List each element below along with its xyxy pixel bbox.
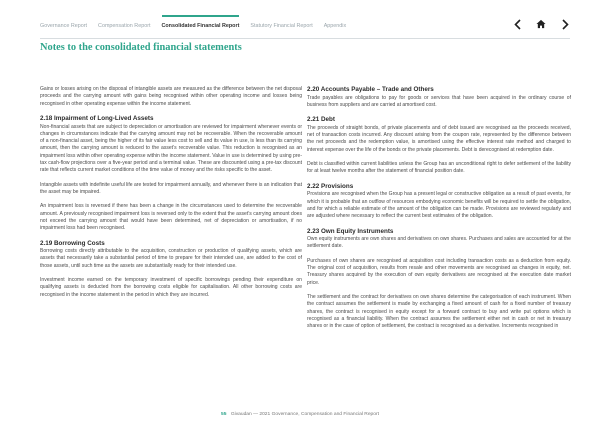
paragraph-own-equity: Own equity instruments are own shares and derivatives on own shares. Purchases and sales are accounted for at the settlement date. — [307, 236, 571, 250]
page-footer — [0, 412, 600, 417]
paragraph-impairment-review: Non-financial assets that are subject to depreciation or amortisation are reviewed for impairment whenever events or changes in circumstances indicate that the carrying amount may not be recoverable. When the recoverable amount of a non-financial asset, being the higher of its fair value less cost to sell and its value in use, is less than its carrying amount, then the carrying amount is reduced to the asset’s recoverable value. This reduction is recognised as an impairment loss within other operating expense within the income statement. Value in use is determined by using pre-tax cash-flow projections over a five-year period and a terminal value. These are discounted using a pre-tax discount rate that reflects current market conditions of the time value of money and the risks specific to the asset. — [40, 123, 302, 173]
home-icon[interactable] — [536, 18, 546, 30]
paragraph-trade-payables: Trade payables are obligations to pay for goods or services that have been acquired in the ordinary course of business from suppliers and are carried at amortised cost. — [307, 94, 571, 108]
paragraph-borrowing-costs: Borrowing costs directly attributable to the acquisition, construction or production of qualifying assets, which are assets that necessarily take a substantial period of time to prepare for their intended use, are added to the cost of those assets, until such time as the assets are substantially ready for their intended use. — [40, 248, 302, 269]
heading-2-23-own-equity: 2.23 Own Equity Instruments — [307, 227, 394, 235]
page-number: 55 — [221, 412, 227, 417]
heading-2-21-debt: 2.21 Debt — [307, 116, 335, 124]
page-controls — [512, 18, 570, 30]
report-navigation — [40, 21, 346, 31]
paragraph-derivatives-settlement: The settlement and the contract for derivatives on own shares determine the categorisation of each instrument. When the contract assumes the settlement is made by exchanging a fixed amount of cash for a fixed number of treasury shares, the contract is recognised in equity except for a forward contract to buy and write put options which is recognised as a financial liability. When the contract assumes the settlement either net in cash or net in treasury shares or in the case of option of settlement, the contract is recognised as a derivative. Increments recognised in — [307, 294, 571, 329]
chevron-left-icon[interactable] — [512, 18, 522, 30]
heading-2-20-accounts-payable: 2.20 Accounts Payable – Trade and Others — [307, 86, 434, 93]
paragraph-indefinite-life: Intangible assets with indefinite useful life are tested for impairment annually, and whenever there is an indication that the asset may be impaired. — [40, 181, 302, 195]
page-title: Notes to the consolidated financial statements — [40, 42, 242, 53]
paragraph-own-shares-purchases: Purchases of own shares are recognised at acquisition cost including transaction costs as a deduction from equity. The original cost of acquisition, results from resale and other movements are recognised as changes in equity, net. Treasury shares acquired by the execution of own equity derivatives are recognised at the execution date market price. — [307, 257, 571, 286]
heading-2-19-borrowing-costs: 2.19 Borrowing Costs — [40, 239, 105, 247]
left-column — [40, 86, 302, 306]
paragraph-debt-classification: Debt is classified within current liabilities unless the Group has an unconditional right to defer settlement of the liability for at least twelve months after the statement of financial position date. — [307, 161, 571, 175]
nav-tab-statutory-financial-report[interactable]: Statutory Financial Report — [250, 23, 313, 29]
chevron-right-icon[interactable] — [560, 18, 570, 30]
nav-tab-consolidated-financial-report[interactable]: Consolidated Financial Report — [161, 23, 240, 29]
paragraph-provisions: Provisions are recognised when the Group has a present legal or constructive obligation as a result of past events, for which it is probable that an outflow of resources embodying economic benefits will be required to settle the obligation, and for which a reliable estimate of the amount of the obligation can be made. Provisions are reviewed regularly and are adjusted where necessary to reflect the current best estimates of the obligation. — [307, 191, 571, 219]
footer-text: Givaudan — 2021 Governance, Compensation and Financial Report — [230, 412, 379, 417]
heading-2-22-provisions: 2.22 Provisions — [307, 182, 354, 190]
right-column — [307, 86, 571, 338]
nav-tab-governance-report[interactable]: Governance Report — [40, 23, 88, 29]
nav-tab-appendix[interactable]: Appendix — [323, 23, 347, 29]
heading-2-18-impairment: 2.18 Impairment of Long-Lived Assets — [40, 115, 154, 122]
header-divider — [40, 38, 570, 39]
paragraph-intangible-disposal: Gains or losses arising on the disposal of intangible assets are measured as the difference between the net disposal proceeds and the carrying amount with gains being recognised within other operating income and losses being recognised in other operating expense within the income statement. — [40, 86, 302, 107]
paragraph-investment-income: Investment income earned on the temporary investment of specific borrowings pending their expenditure on qualifying assets is deducted from the borrowing costs eligible for capitalisation. All other borrowing costs are recognised in the income statement in the period in which they are incurred. — [40, 277, 302, 298]
paragraph-impairment-reversal: An impairment loss is reversed if there has been a change in the circumstances used to determine the recoverable amount. A previously recognised impairment loss is reversed only to the extent that the asset’s carrying amount does not exceed the carrying amount that would have been determined, net of depreciation or amortisation, if no impairment loss had been recognised. — [40, 203, 302, 231]
paragraph-debt-proceeds: The proceeds of straight bonds, of private placements and of debt issued are recognised as the proceeds received, net of transaction costs incurred. Any discount arising from the coupon rate, represented by the difference between the net proceeds and the redemption value, is amortised using the effective interest rate method and charged to interest expense over the life of the bonds or the private placements. Debt is derecognised at redemption date. — [307, 124, 571, 153]
nav-tab-compensation-report[interactable]: Compensation Report — [98, 23, 151, 29]
